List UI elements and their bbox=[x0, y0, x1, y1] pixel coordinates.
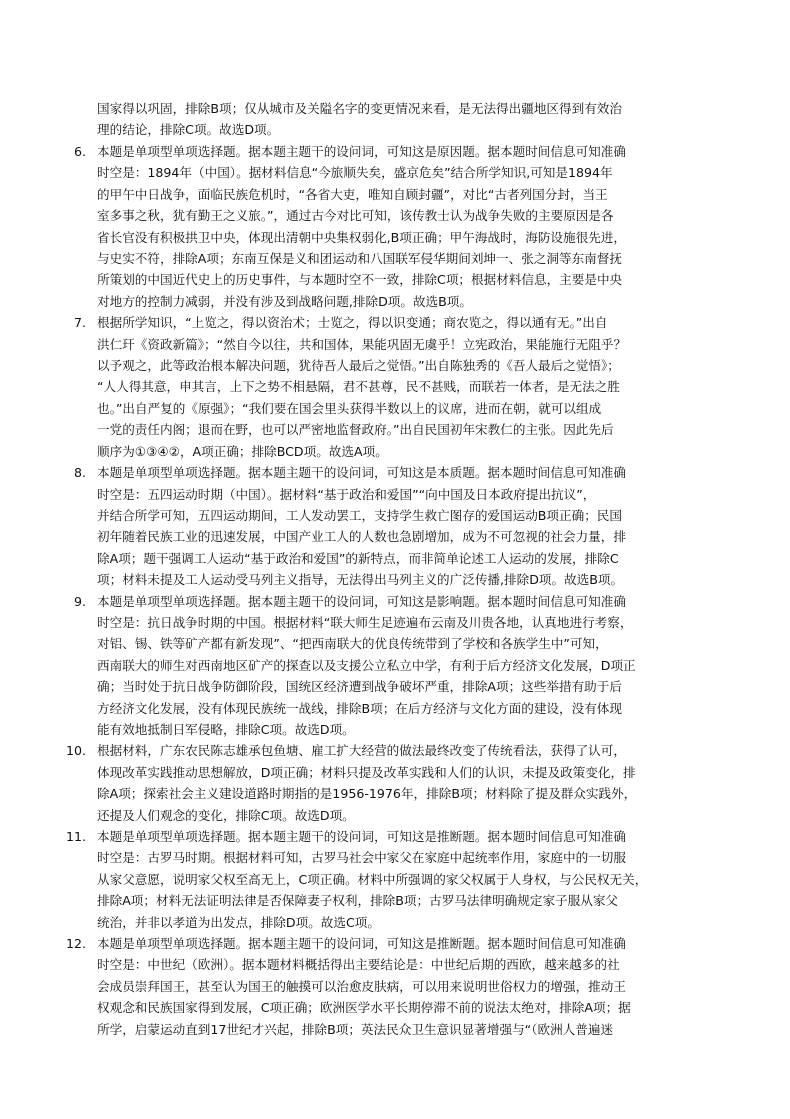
text-line: 对地方的控制力减弱，并没有涉及到战略问题,排除D项。故选B项。 bbox=[97, 293, 472, 309]
answer-item-10 bbox=[66, 740, 740, 826]
text-line: “人人得其意，申其言，上下之势不相悬隔，君不甚尊，民不甚贱，而联若一体者，是无法之胜 bbox=[97, 379, 620, 395]
item-number: 7. bbox=[74, 315, 87, 331]
text-line: 除A项；题干强调工人运动“基于政治和爱国”的新特点，而非简单论述工人运动的发展，排除C bbox=[97, 550, 619, 566]
text-line: 排除A项；材料无法证明法律是否保障妻子权利，排除B项；古罗马法律明确规定家子服从家父 bbox=[97, 893, 619, 909]
text-line: 时空是：抗日战争时期的中国。根据材料“联大师生足迹遍布云南及川贵各地，认真地进行考察， bbox=[97, 614, 633, 630]
answer-item-11 bbox=[66, 826, 740, 933]
text-line: 本题是单项型单项选择题。据本题主题干的设问词，可知这是推断题。据本题时间信息可知准确 bbox=[97, 829, 626, 844]
text-line: 以予观之，此等政治根本解决问题，犹待吾人最后之觉悟。”出自陈独秀的《吾人最后之觉悟》； bbox=[97, 358, 620, 374]
text-line: 本题是单项型单项选择题。据本题主题干的设问词，可知这是影响题。据本题时间信息可知准确 bbox=[97, 593, 626, 609]
text-line: 洪仁玕《资政新篇》；“然自今以往，共和国体，果能巩固无虞乎！立宪政治，果能施行无阻乎？ bbox=[97, 336, 627, 352]
text-line: 本题是单项型单项选择题。据本题主题干的设问词，可知这是推断题。据本题时间信息可知准确 bbox=[97, 936, 626, 952]
answer-item-12 bbox=[66, 933, 740, 1040]
text-line: 所策划的中国近代史上的历史事件，与本题时空不一致，排除C项；根据材料信息，主要是中央 bbox=[97, 272, 623, 288]
text-line: 顺序为①③④②，A项正确；排除BCD项。故选A项。 bbox=[97, 443, 388, 459]
answer-list bbox=[66, 141, 740, 1040]
text-line: 时空是：中世纪（欧洲）。据本题材料概括得出主要结论是：中世纪后期的西欧，越来越多的社 bbox=[97, 957, 620, 973]
text-line: 时空是：五四运动时期（中国）。据材料“基于政治和爱国”“向中国及日本政府提出抗议”， bbox=[97, 486, 596, 502]
item-number: 10. bbox=[66, 743, 87, 759]
item-number: 12. bbox=[66, 936, 87, 952]
text-line: 西南联大的师生对西南地区矿产的探查以及支援公立私立中学，有利于后方经济文化发展，D项正 bbox=[97, 657, 636, 673]
text-line: 本题是单项型单项选择题。据本题主题干的设问词，可知这是本质题。据本题时间信息可知准确 bbox=[97, 465, 626, 481]
text-line: 能有效地抵制日军侵略，排除C项。故选D项。 bbox=[97, 721, 355, 737]
text-line: 项；材料未提及工人运动受马列主义指导，无法得出马列主义的广泛传播,排除D项。故选B项。 bbox=[97, 572, 624, 588]
text-line: 也。”出自严复的《原强》；“我们要在国会里头获得半数以上的议席，进而在朝，就可以组成 bbox=[97, 400, 602, 416]
text-line: 省长官没有积极拱卫中央，体现出清朝中央集权弱化,B项正确；甲午海战时，海防设施很先进， bbox=[97, 229, 626, 245]
text-line: 时空是：古罗马时期。根据材料可知，古罗马社会中家父在家庭中起统率作用，家庭中的一切服 bbox=[97, 850, 626, 866]
text-line: 对铝、锡、铁等矿产都有新发现”、“把西南联大的优良传统带到了学校和各族学生中”可知， bbox=[97, 636, 608, 652]
answer-item-7 bbox=[66, 312, 740, 462]
text-line: 室多事之秋，犹有勤王之义旅。”，通过古今对比可知，该传教士认为战争失败的主要原因是各 bbox=[97, 208, 614, 224]
text-line: 统治，并非以孝道为出发点，排除D项。故选C项。 bbox=[97, 914, 380, 930]
text-line: 会成员崇拜国王，甚至认为国王的触摸可以治愈皮肤病，可以用来说明世俗权力的增强，推动王 bbox=[97, 978, 626, 994]
text-line: 国家得以巩固，排除B项；仅从城市及关隘名字的变更情况来看，是无法得出疆地区得到有效治 bbox=[97, 101, 622, 116]
text-line: 理的结论，排除C项。故选D项。 bbox=[97, 122, 280, 138]
text-line: 根据所学知识，“上览之，得以资治术；士览之，得以识变通；商农览之，得以通有无。”出自 bbox=[97, 315, 608, 331]
text-line: 权观念和民族国家得到发展，C项正确；欧洲医学水平长期停滞不前的说法太绝对，排除A项；据 bbox=[97, 1000, 631, 1016]
text-line: 所学，启蒙运动直到17世纪才兴起，排除B项；英法民众卫生意识显著增强与“（欧洲人普遍迷 bbox=[97, 1021, 614, 1037]
answer-item-9 bbox=[66, 591, 740, 741]
continued-paragraph bbox=[97, 98, 737, 141]
text-line: 方经济文化发展，没有体现民族统一战线，排除B项；在后方经济与文化方面的建设，没有体现 bbox=[97, 700, 622, 716]
item-number: 6. bbox=[74, 144, 87, 159]
item-number: 11. bbox=[66, 829, 87, 844]
text-line: 的甲午中日战争，面临民族危机时，“各省大吏，唯知自顾封疆”，对比“古者列国分封，当王 bbox=[97, 186, 608, 202]
text-line: 根据材料，广东农民陈志雄承包鱼塘、雇工扩大经营的做法最终改变了传统看法，获得了认可， bbox=[97, 743, 626, 759]
text-line: 确；当时处于抗日战争防御阶段，国统区经济遭到战争破坏严重，排除A项；这些举措有助于后 bbox=[97, 679, 622, 695]
text-line: 本题是单项型单项选择题。据本题主题干的设问词，可知这是原因题。据本题时间信息可知准确 bbox=[97, 144, 626, 159]
item-number: 8. bbox=[74, 465, 87, 481]
text-line: 一党的责任内阁；退而在野，也可以严密地监督政府。”出自民国初年宋教仁的主张。因此先后 bbox=[97, 422, 614, 438]
text-line: 时空是：1894年（中国）。据材料信息“今旅顺失矣，盛京危矣”结合所学知识,可知是1894年 bbox=[97, 165, 613, 181]
text-line: 除A项；探索社会主义建设道路时期指的是1956-1976年，排除B项；材料除了提及群众实践外， bbox=[97, 786, 637, 802]
text-line: 初年随着民族工业的迅速发展，中国产业工人的人数也急剧增加，成为不可忽视的社会力量，排 bbox=[97, 529, 626, 545]
text-line: 从家父意愿，说明家父权至高无上，C项正确。材料中所强调的家父权属于人身权，与公民权无关， bbox=[97, 871, 648, 887]
text-line: 与史实不符，排除A项；东南互保是义和团运动和八国联军侵华期间刘坤一、张之洞等东南督抚 bbox=[97, 251, 622, 267]
text-line: 并结合所学可知，五四运动期间，工人发动罢工，支持学生救亡图存的爱国运动B项正确；民国 bbox=[97, 507, 622, 523]
answer-item-6 bbox=[66, 141, 740, 312]
text-line: 体现改革实践推动思想解放，D项正确；材料只提及改革实践和人们的认识，未提及政策变化，排 bbox=[97, 764, 636, 780]
text-line: 还提及人们观念的变化，排除C项。故选D项。 bbox=[97, 807, 355, 823]
item-number: 9. bbox=[74, 593, 87, 609]
answer-item-8 bbox=[66, 462, 740, 590]
